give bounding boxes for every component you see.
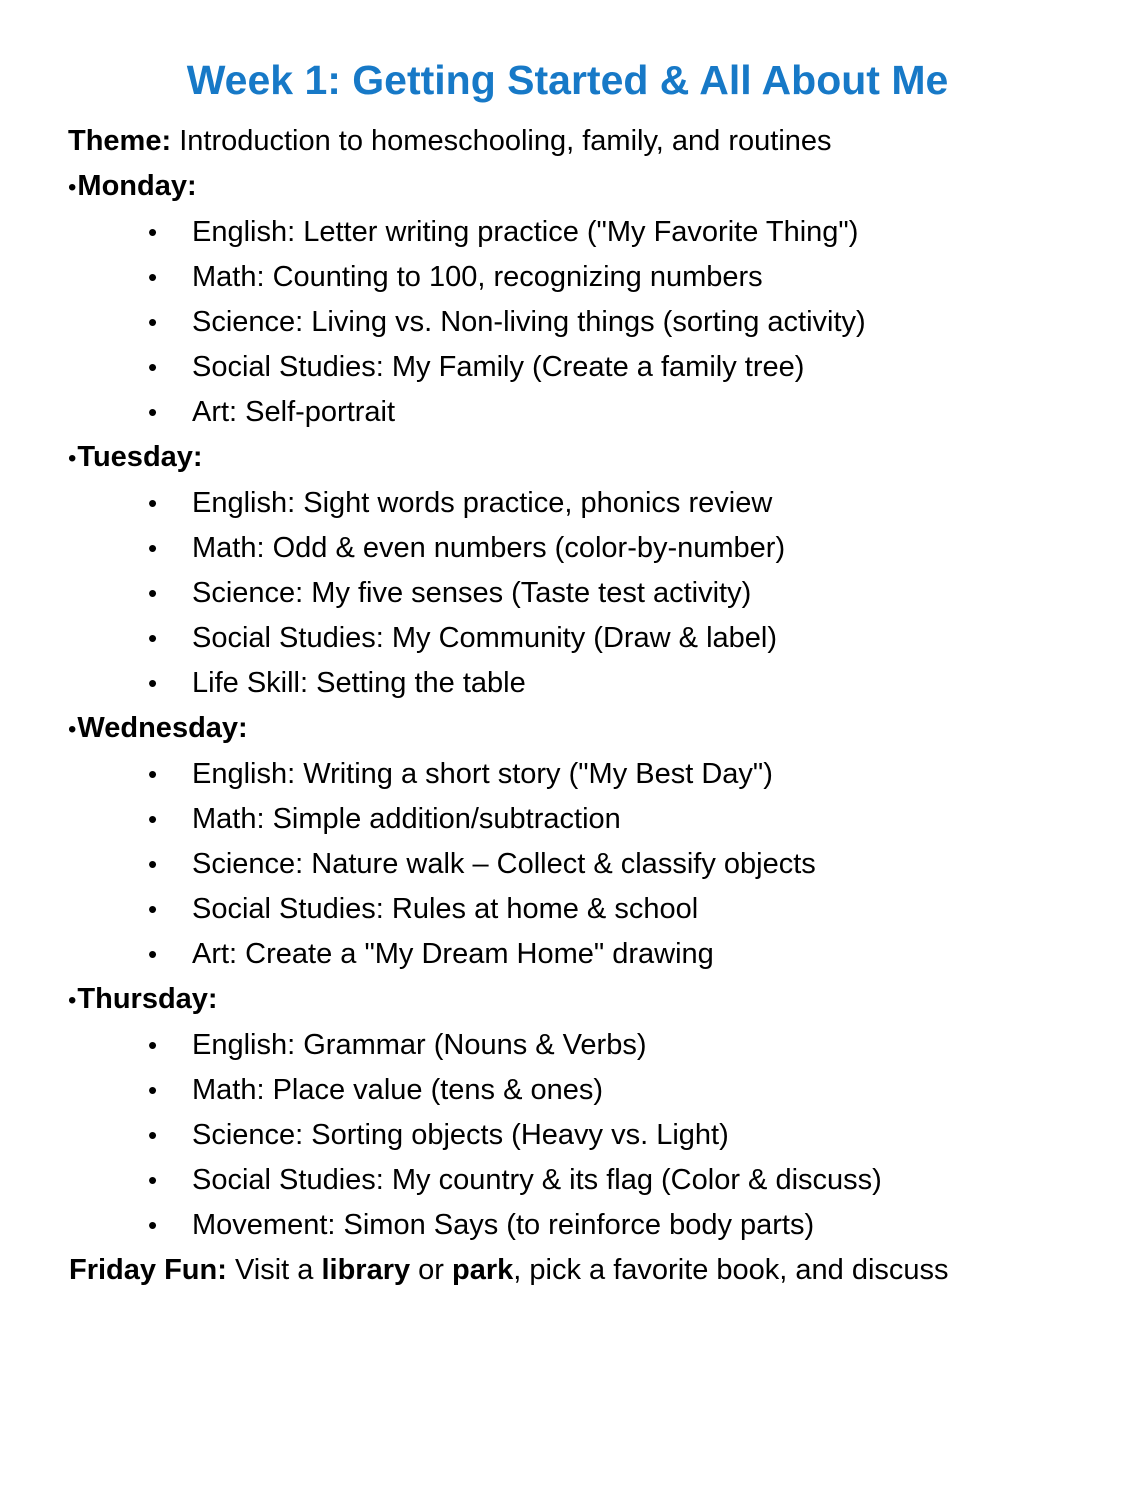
schedule-item [148, 345, 1067, 390]
day-label: Wednesday: [77, 712, 248, 745]
schedule-item [148, 300, 1067, 345]
theme-text: Introduction to homeschooling, family, and routines [179, 125, 832, 158]
bullet-icon: • [148, 533, 158, 564]
schedule-item-text: Math: Simple addition/subtraction [192, 803, 621, 836]
schedule-item [148, 661, 1067, 706]
day-items-list [68, 752, 1067, 977]
schedule-item-text: Social Studies: Rules at home & school [192, 893, 699, 926]
day-header-tuesday [68, 435, 1067, 481]
schedule-item-text: Math: Place value (tens & ones) [192, 1074, 604, 1107]
friday-text: or [410, 1254, 453, 1287]
schedule-item [148, 1068, 1067, 1113]
schedule-item [148, 616, 1067, 661]
bullet-icon: • [148, 849, 158, 880]
day-header-wednesday [68, 706, 1067, 752]
bullet-icon: • [148, 894, 158, 925]
day-items-list [68, 1023, 1067, 1248]
schedule-item-text: Math: Counting to 100, recognizing numbers [192, 261, 763, 294]
bullet-icon: • [148, 1210, 158, 1241]
schedule-item-text: Science: Living vs. Non-living things (sorting activity) [192, 306, 866, 339]
day-label: Thursday: [77, 983, 218, 1016]
schedule-item [148, 1023, 1067, 1068]
bullet-icon: • [148, 307, 158, 338]
bullet-icon: • [148, 939, 158, 970]
bullet-icon: • [148, 488, 158, 519]
day-items-list [68, 481, 1067, 706]
bullet-icon: • [148, 668, 158, 699]
friday-text-segments [69, 1254, 949, 1286]
schedule-item-text: Art: Create a "My Dream Home" drawing [192, 938, 714, 971]
schedule-item [148, 1203, 1067, 1248]
day-label: Tuesday: [77, 441, 203, 474]
schedule-item [148, 390, 1067, 435]
theme-line [68, 119, 1067, 164]
day-items-list [68, 210, 1067, 435]
bullet-icon: • [148, 352, 158, 383]
schedule-item-text: Science: Sorting objects (Heavy vs. Light) [192, 1119, 729, 1152]
schedule-item-text: Social Studies: My Family (Create a family tree) [192, 351, 805, 384]
schedule-item-text: Science: My five senses (Taste test activity) [192, 577, 752, 610]
schedule-item [148, 571, 1067, 616]
schedule-item-text: Art: Self-portrait [192, 396, 396, 429]
bullet-icon: • [148, 623, 158, 654]
bullet-icon: • [148, 1075, 158, 1106]
day-header-thursday [68, 977, 1067, 1023]
bullet-icon: • [148, 578, 158, 609]
bullet-icon: • [148, 759, 158, 790]
friday-bold-text: park [452, 1254, 514, 1287]
schedule-item-text: Social Studies: My country & its flag (Color & discuss) [192, 1164, 882, 1197]
schedule-item [148, 797, 1067, 842]
friday-bold-text: Friday Fun: [69, 1254, 227, 1287]
friday-line [68, 1248, 1016, 1294]
day-header-monday [68, 164, 1067, 210]
bullet-icon: • [68, 716, 77, 744]
friday-text: , pick a favorite book, and discuss [513, 1254, 949, 1287]
bullet-icon: • [148, 804, 158, 835]
schedule-item [148, 1113, 1067, 1158]
schedule-item [148, 887, 1067, 932]
schedule-item [148, 1158, 1067, 1203]
schedule-item [148, 752, 1067, 797]
page-title: Week 1: Getting Started & All About Me [186, 57, 949, 103]
schedule-item [148, 526, 1067, 571]
bullet-icon: • [148, 1165, 158, 1196]
bullet-icon: • [148, 1030, 158, 1061]
bullet-icon: • [68, 174, 77, 202]
schedule-item-text: English: Sight words practice, phonics review [192, 487, 773, 520]
schedule-item [148, 255, 1067, 300]
friday-text: Visit a [226, 1254, 322, 1287]
schedule-item-text: Movement: Simon Says (to reinforce body parts) [192, 1209, 815, 1242]
weekly-schedule [68, 164, 1067, 1248]
theme-label: Theme: [68, 125, 172, 158]
schedule-item-text: English: Grammar (Nouns & Verbs) [192, 1029, 647, 1062]
schedule-item-text: Life Skill: Setting the table [192, 667, 526, 700]
schedule-item-text: English: Writing a short story ("My Best Day") [192, 758, 773, 791]
schedule-item-text: Social Studies: My Community (Draw & label) [192, 622, 778, 655]
schedule-item [148, 481, 1067, 526]
schedule-item-text: Math: Odd & even numbers (color-by-number) [192, 532, 786, 565]
bullet-icon: • [68, 987, 77, 1015]
schedule-item [148, 932, 1067, 977]
day-label: Monday: [77, 170, 197, 203]
schedule-item-text: Science: Nature walk – Collect & classify objects [192, 848, 816, 881]
schedule-item [148, 842, 1067, 887]
bullet-icon: • [148, 1120, 158, 1151]
bullet-icon: • [68, 445, 77, 473]
friday-bold-text: library [321, 1254, 411, 1287]
bullet-icon: • [148, 397, 158, 428]
schedule-item-text: English: Letter writing practice ("My Favorite Thing") [192, 216, 859, 249]
schedule-item [148, 210, 1067, 255]
bullet-icon: • [148, 262, 158, 293]
bullet-icon: • [148, 217, 158, 248]
